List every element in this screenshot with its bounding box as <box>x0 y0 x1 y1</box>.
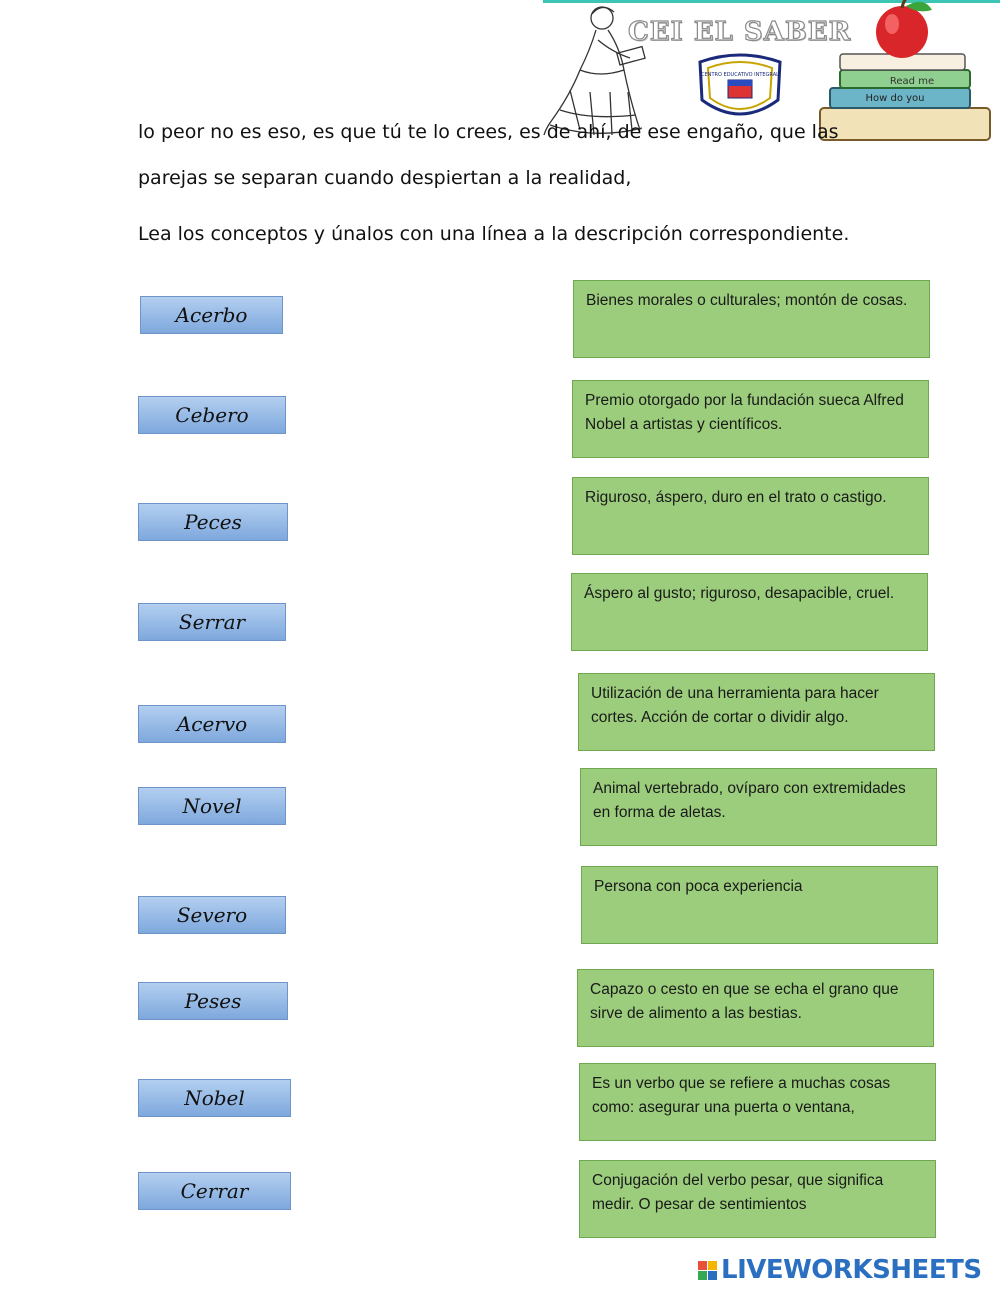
concept-severo[interactable]: Severo <box>138 896 286 934</box>
intro-line-1: lo peor no es eso, es que tú te lo crees, es de ahí, de ese engaño, que las <box>138 121 839 143</box>
concept-novel[interactable]: Novel <box>138 787 286 825</box>
instruction: Lea los conceptos y únalos con una línea a la descripción correspondiente. <box>138 223 850 245</box>
concept-serrar[interactable]: Serrar <box>138 603 286 641</box>
description-4[interactable]: Áspero al gusto; riguroso, desapacible, cruel. <box>571 573 928 651</box>
concept-cebero[interactable]: Cebero <box>138 396 286 434</box>
concept-cerrar[interactable]: Cerrar <box>138 1172 291 1210</box>
apple-icon <box>876 0 932 58</box>
intro-line-2: parejas se separan cuando despiertan a la realidad, <box>138 167 632 189</box>
description-5[interactable]: Utilización de una herramienta para hacer cortes. Acción de cortar o dividir algo. <box>578 673 935 751</box>
liveworksheets-brand <box>698 1255 982 1285</box>
books-stack-icon <box>820 54 990 140</box>
liveworksheets-logo-icon <box>698 1261 717 1280</box>
book-spine-1: Read me <box>889 76 935 87</box>
school-name: CEI EL SABER <box>628 17 852 47</box>
concept-nobel[interactable]: Nobel <box>138 1079 291 1117</box>
brand-text: LIVEWORKSHEETS <box>721 1255 982 1285</box>
concept-peses[interactable]: Peses <box>138 982 288 1020</box>
seal-text: CENTRO EDUCATIVO INTEGRAL <box>701 72 779 78</box>
description-1[interactable]: Bienes morales o culturales; montón de cosas. <box>573 280 930 358</box>
concept-acerbo[interactable]: Acerbo <box>140 296 283 334</box>
school-seal-icon <box>700 55 780 114</box>
description-8[interactable]: Capazo o cesto en que se echa el grano que sirve de alimento a las bestias. <box>577 969 934 1047</box>
description-2[interactable]: Premio otorgado por la fundación sueca Alfred Nobel a artistas y científicos. <box>572 380 929 458</box>
description-7[interactable]: Persona con poca experiencia <box>581 866 938 944</box>
book-spine-2: How do you <box>865 93 925 104</box>
description-9[interactable]: Es un verbo que se refiere a muchas cosas como: asegurar una puerta o ventana, <box>579 1063 936 1141</box>
description-3[interactable]: Riguroso, áspero, duro en el trato o castigo. <box>572 477 929 555</box>
description-6[interactable]: Animal vertebrado, ovíparo con extremidades en forma de aletas. <box>580 768 937 846</box>
concept-peces[interactable]: Peces <box>138 503 288 541</box>
description-10[interactable]: Conjugación del verbo pesar, que significa medir. O pesar de sentimientos <box>579 1160 936 1238</box>
concept-acervo[interactable]: Acervo <box>138 705 286 743</box>
